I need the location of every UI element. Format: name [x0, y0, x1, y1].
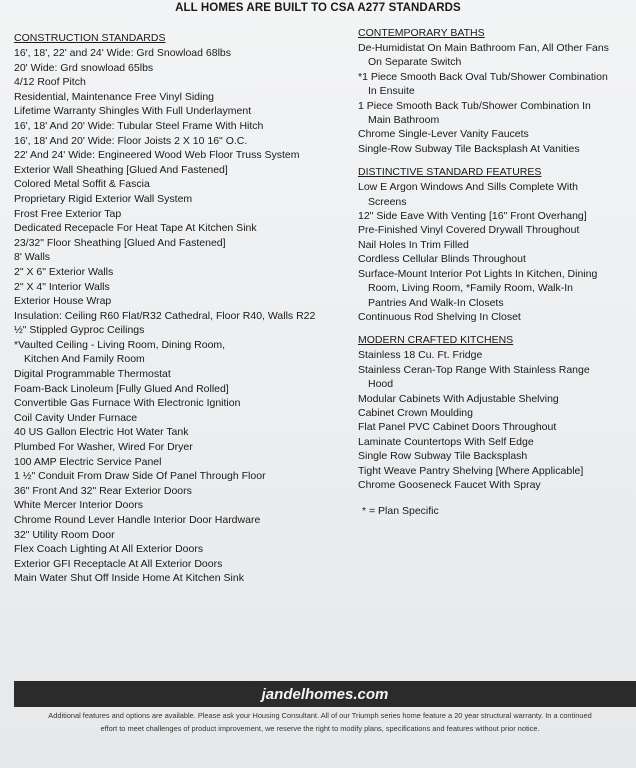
- kitchens-item: Single Row Subway Tile Backsplash: [358, 450, 528, 463]
- plan-specific-note: * = Plan Specific: [362, 505, 439, 518]
- construction-item: *Vaulted Ceiling - Living Room, Dining Room,: [14, 338, 226, 351]
- features-list: [358, 180, 628, 324]
- features-item: Pantries And Walk-In Closets: [368, 296, 504, 309]
- construction-item: 16', 18' And 20' Wide: Tubular Steel Frame With Hitch: [14, 119, 264, 132]
- features-item: 12" Side Eave With Venting [16" Front Overhang]: [358, 210, 587, 223]
- construction-item: Exterior House Wrap: [14, 295, 112, 308]
- construction-item: 8' Walls: [14, 251, 51, 264]
- construction-item: ½" Stippled Gyproc Ceilings: [14, 324, 145, 337]
- left-column: [14, 32, 344, 586]
- construction-item: 40 US Gallon Electric Hot Water Tank: [14, 426, 189, 439]
- kitchens-item: Chrome Gooseneck Faucet With Spray: [358, 478, 541, 491]
- baths-item: *1 Piece Smooth Back Oval Tub/Shower Combination: [358, 70, 608, 83]
- construction-item: 16', 18', 22' and 24' Wide: Grd Snowload 68lbs: [14, 47, 231, 59]
- construction-item: Digital Programmable Thermostat: [14, 368, 171, 381]
- construction-item: Exterior Wall Sheathing [Glued And Fastened]: [14, 163, 228, 176]
- kitchens-list: [358, 348, 628, 492]
- construction-item: Chrome Round Lever Handle Interior Door Hardware: [14, 514, 261, 526]
- kitchens-item: Cabinet Crown Moulding: [358, 406, 473, 419]
- baths-list: [358, 41, 628, 156]
- kitchens-item: Hood: [368, 378, 394, 391]
- baths-item: 1 Piece Smooth Back Tub/Shower Combination In: [358, 99, 591, 112]
- construction-title: CONSTRUCTION STANDARDS: [14, 32, 166, 44]
- construction-item: 100 AMP Electric Service Panel: [14, 455, 162, 468]
- construction-item: 32" Utility Room Door: [14, 528, 115, 541]
- kitchens-item: Stainless 18 Cu. Ft. Fridge: [358, 349, 483, 362]
- construction-item: 23/32" Floor Sheathing [Glued And Fastened]: [14, 236, 226, 249]
- construction-item: White Mercer Interior Doors: [14, 499, 143, 512]
- footer-disclaimer: Additional features and options are available. Please ask your Housing Consultant. All of our Triumph series home feature a 20 year structural warranty. In a continued effort to meet challenges of product improvement, we reserve the right to modify plans, specifications and features without prior notice.: [48, 711, 592, 733]
- baths-item: In Ensuite: [368, 85, 415, 98]
- construction-item: Dedicated Recepacle For Heat Tape At Kitchen Sink: [14, 222, 257, 235]
- construction-list: [14, 46, 344, 586]
- kitchens-title: MODERN CRAFTED KITCHENS: [358, 334, 514, 347]
- features-item: Cordless Cellular Blinds Throughout: [358, 253, 526, 266]
- baths-item: Single-Row Subway Tile Backsplash At Vanities: [358, 142, 580, 155]
- page-title: ALL HOMES ARE BUILT TO CSA A277 STANDARDS: [175, 2, 461, 14]
- construction-item: 16', 18' And 20' Wide: Floor Joists 2 X 10 16" O.C.: [14, 134, 248, 147]
- construction-item: Coil Cavity Under Furnace: [14, 411, 138, 424]
- features-item: Nail Holes In Trim Filled: [358, 238, 469, 251]
- construction-item: Residential, Maintenance Free Vinyl Siding: [14, 90, 215, 103]
- features-item: Screens: [368, 195, 407, 208]
- construction-item: 22' And 24' Wide: Engineered Wood Web Floor Truss System: [14, 149, 300, 162]
- construction-item: 36" Front And 32" Rear Exterior Doors: [14, 484, 192, 497]
- construction-item: Proprietary Rigid Exterior Wall System: [14, 192, 193, 205]
- kitchens-item: Modular Cabinets With Adjustable Shelving: [358, 392, 559, 405]
- baths-item: De-Humidistat On Main Bathroom Fan, All Other Fans: [358, 42, 609, 54]
- construction-item: 2" X 4" Interior Walls: [14, 280, 110, 293]
- right-column: [358, 27, 628, 517]
- features-item: Low E Argon Windows And Sills Complete With: [358, 181, 579, 194]
- construction-item: Foam-Back Linoleum [Fully Glued And Rolled]: [14, 382, 229, 395]
- construction-item: Insulation: Ceiling R60 Flat/R32 Cathedral, Floor R40, Walls R22: [14, 309, 316, 322]
- construction-item: Frost Free Exterior Tap: [14, 207, 122, 220]
- construction-item: 4/12 Roof Pitch: [14, 76, 86, 89]
- baths-item: Chrome Single-Lever Vanity Faucets: [358, 128, 529, 141]
- construction-item: 1 ½" Conduit From Draw Side Of Panel Through Floor: [14, 470, 266, 483]
- website-banner: jandelhomes.com: [14, 681, 636, 707]
- construction-item: Exterior GFI Receptacle At All Exterior Doors: [14, 557, 223, 570]
- kitchens-item: Stainless Ceran-Top Range With Stainless Range: [358, 363, 590, 376]
- construction-item: Colored Metal Soffit & Fascia: [14, 178, 150, 191]
- construction-item: Convertible Gas Furnace With Electronic Ignition: [14, 397, 241, 410]
- features-item: Continuous Rod Shelving In Closet: [358, 310, 521, 323]
- features-title: DISTINCTIVE STANDARD FEATURES: [358, 166, 542, 179]
- kitchens-item: Laminate Countertops With Self Edge: [358, 435, 534, 448]
- kitchens-item: Flat Panel PVC Cabinet Doors Throughout: [358, 421, 557, 434]
- construction-item: Plumbed For Washer, Wired For Dryer: [14, 441, 193, 454]
- construction-item: 20' Wide: Grd snowload 65lbs: [14, 61, 154, 74]
- baths-item: Main Bathroom: [368, 114, 440, 127]
- kitchens-item: Tight Weave Pantry Shelving [Where Applicable]: [358, 464, 584, 477]
- features-item: Room, Living Room, *Family Room, Walk-In: [368, 282, 573, 295]
- baths-item: On Separate Switch: [368, 56, 462, 69]
- features-item: Surface-Mount Interior Pot Lights In Kitchen, Dining: [358, 267, 598, 280]
- baths-title: CONTEMPORARY BATHS: [358, 27, 485, 39]
- construction-item: Kitchen And Family Room: [24, 353, 145, 366]
- construction-item: 2" X 6" Exterior Walls: [14, 265, 114, 278]
- construction-item: Flex Coach Lighting At All Exterior Doors: [14, 543, 204, 556]
- construction-item: Main Water Shut Off Inside Home At Kitchen Sink: [14, 572, 244, 585]
- features-item: Pre-Finished Vinyl Covered Drywall Throughout: [358, 224, 580, 237]
- construction-item: Lifetime Warranty Shingles With Full Underlayment: [14, 105, 252, 118]
